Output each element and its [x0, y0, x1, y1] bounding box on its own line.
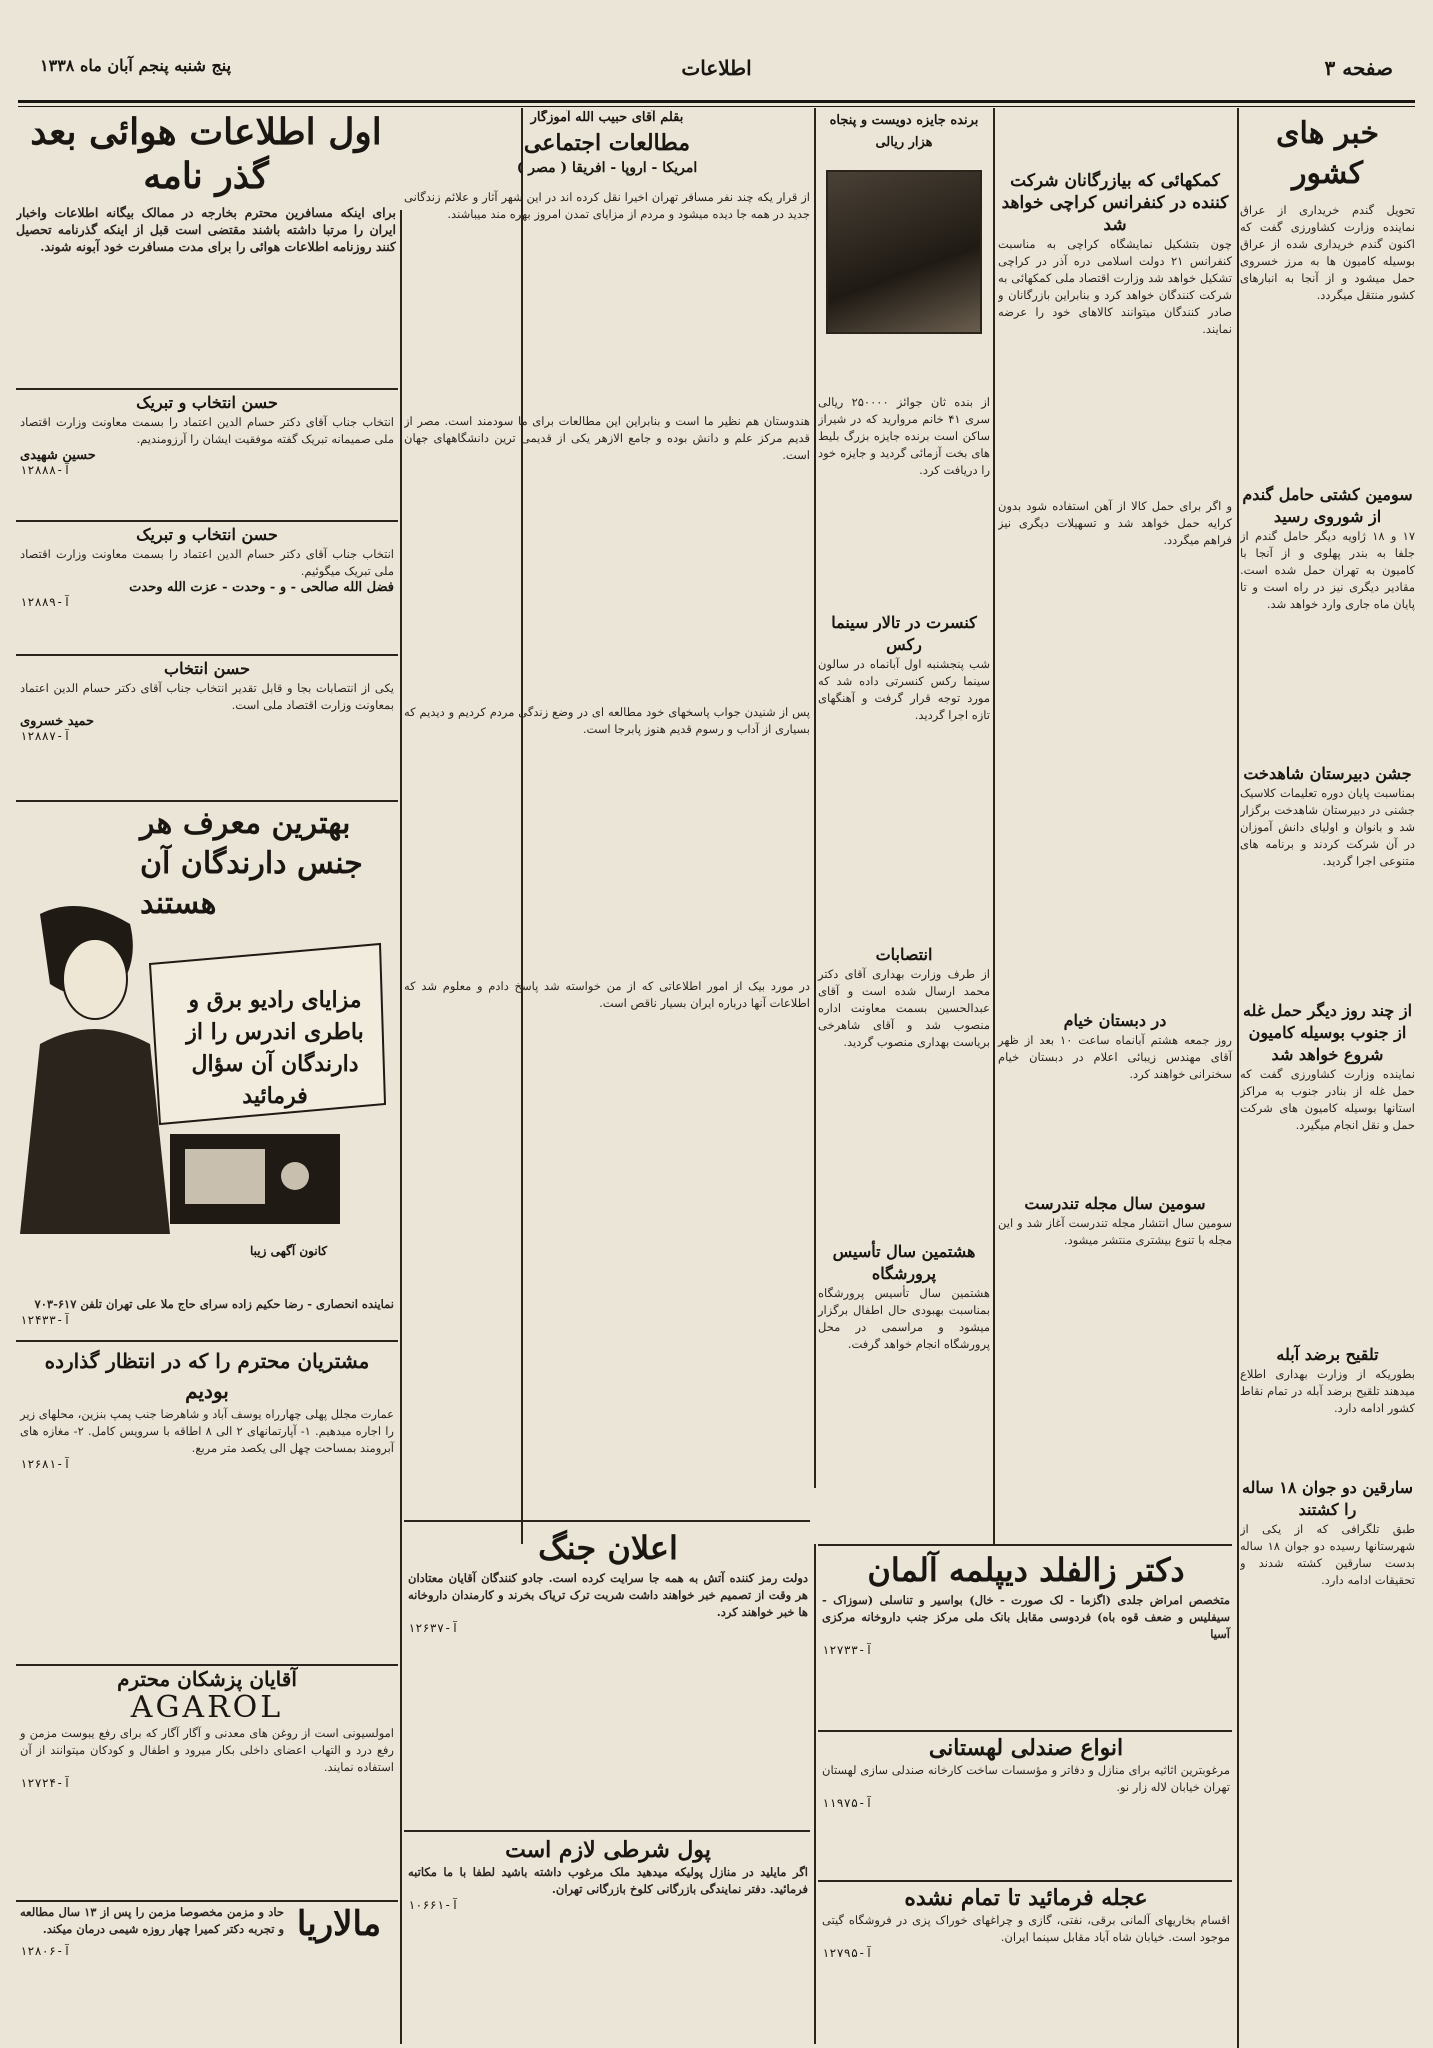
col-divider	[1237, 108, 1239, 2048]
sep	[818, 1880, 1232, 1882]
radio-brand: کانون آگهی زیبا	[250, 1244, 328, 1258]
wait-title: مشتریان محترم را که در انتظار گذارده بودیم	[44, 1349, 370, 1403]
radio-text: مزایای رادیو برق و باطری اندرس را از دارندگان آن سؤال فرمائید	[186, 987, 364, 1109]
agarol-code: آ-۱۲۷۲۴	[20, 1776, 71, 1790]
ad-congrats-1	[20, 392, 394, 477]
lottery-caption: برنده جایزه دویست و پنجاه هزار ریالی	[829, 113, 979, 150]
ad1-code: آ-۱۲۸۸۸	[20, 463, 71, 477]
winner-photo	[826, 170, 982, 334]
ad2-code: آ-۱۲۸۸۹	[20, 595, 71, 609]
paper-title: اطلاعات	[681, 56, 752, 80]
date-text: پنج شنبه پنجم آبان ماه ۱۳۳۸	[40, 56, 232, 75]
news-intro: تحویل گندم خریداری از عراق نماینده وزارت کشاورزی گفت که اکنون گندم خریداری شده از عراق بوسیله کامیون ها به مرز خسروی حمل میشود و از آنجا به انبارهای کشور منتقل میگردد.	[1240, 203, 1415, 302]
malaria-title: مالاریا	[296, 1904, 382, 1944]
ad2-title: حسن انتخاب و تبریک	[136, 525, 278, 544]
khayam-body: روز جمعه هشتم آبانماه ساعت ۱۰ بعد از ظهر آقای مهندس زیبائی اعلام در دبستان خیام سخنرانی خواهند کرد.	[998, 1033, 1232, 1081]
woman-dress-icon	[20, 1029, 170, 1234]
hurry-ad	[822, 1884, 1230, 1960]
hurry-title: عجله فرمائید تا تمام نشده	[904, 1885, 1148, 1911]
war-ad	[408, 1526, 808, 1635]
air-edition-headline: اول اطلاعات هوائی بعد گذر نامه	[30, 111, 382, 197]
radio-agent-line	[20, 1296, 394, 1327]
sep	[16, 1664, 398, 1666]
sep	[16, 800, 398, 802]
col-divider	[400, 210, 402, 1595]
ad3-sign: حمید خسروی	[20, 714, 95, 729]
concert-title: کنسرت در تالار سینما رکس	[831, 613, 977, 654]
agarol-brand: AGAROL	[130, 1690, 284, 1725]
col-karachi	[998, 110, 1232, 1540]
malaria-row	[20, 1904, 394, 1944]
article-body-c: پس از شنیدن جواب پاسخهای خود مطالعه ای در وضع زندگی مردم کردیم و دیدیم که بسیاری از آداب و رسوم قدیم هنوز پابرجا است.	[404, 705, 810, 736]
ad3-text: یکی از انتصابات بجا و قابل تقدیر انتخاب جناب آقای دکتر حسام الدین اعتماد بمعاونت وزارت اقتصاد ملی است.	[20, 681, 394, 712]
col-news-country	[1240, 110, 1415, 2040]
karachi-body-2: و اگر برای حمل کالا از آهن استفاده شود بدون کرایه حمل خواهد شد و تسهیلات دیگری نیز فراهم میگردد.	[998, 499, 1232, 547]
sep	[404, 1520, 810, 1522]
concert-body: شب پنجشنبه اول آبانماه در سالون سینما رکس کنسرتی داده شد که مورد توجه قرار گرفت و آهنگهای تازه اجرا گردید.	[818, 657, 990, 722]
sep	[818, 1544, 1232, 1546]
sep	[16, 1340, 398, 1342]
money-text: اگر مایلید در منازل پولیکه میدهید ملک مرغوب داشته باشید لطفا با ما مکاتبه فرمائید. دفتر نمایندگی بازرگانی کلوخ بازرگانی تهران.	[408, 1865, 808, 1896]
money-code: آ-۱۰۶۶۱	[408, 1898, 459, 1912]
article-byline: بقلم آقای حبیب الله آموزگار	[530, 110, 684, 125]
ad1-title: حسن انتخاب و تبریک	[136, 393, 278, 412]
sep	[16, 654, 398, 656]
wait-ad	[20, 1346, 394, 1471]
woman-face-icon	[63, 939, 127, 1019]
news-sub-3: از چند روز دیگر حمل غله از جنوب بوسیله کامیون شروع خواهد شد	[1242, 1001, 1413, 1064]
news-sub-2: جشن دبیرستان شاهدخت	[1243, 764, 1412, 783]
header-rule	[18, 100, 1415, 103]
appointments-title: انتصابات	[875, 945, 933, 964]
war-title: اعلان جنگ	[538, 1529, 678, 1567]
agarol-ad	[20, 1668, 394, 1790]
ad3-title: حسن انتخاب	[164, 659, 250, 678]
doctor-code: آ-۱۲۷۳۳	[822, 1643, 873, 1657]
article-body-d: در مورد بیک از امور اطلاعاتی که از من خواسته شد پاسخ دادم و معلوم شد که اطلاعات آنها درباره ایران بسیار ناقص است.	[404, 979, 810, 1010]
sep	[16, 1900, 398, 1902]
wait-code: آ-۱۲۶۸۱	[20, 1457, 71, 1471]
chairs-text: مرغوبترین اثاثیه برای منازل و دفاتر و مؤسسات ساخت کارخانه صندلی سازی لهستان تهران خیابان لاله زار نو.	[822, 1763, 1230, 1794]
karachi-body: چون بتشکیل نمایشگاه کراچی به مناسبت کنفرانس ۲۱ دولت اسلامی دره آذر در کراچی تشکیل خواهد شد وزارت اقتصاد ملی کمکهائی به شرکت کنندگان خواهد کرد و بنابراین بازرگانان و صادر کنندگان میتوانند کالاهای خود را عرضه نمایند.	[998, 237, 1232, 336]
war-text: دولت رمز کننده آتش به همه جا سرایت کرده است. جادو کنندگان آقایان معتادان هر وقت از تصمیم خبر خواهند داشت شربت ترک تریاک بخرند و کارمندان داروخانه ها خبر خواهند کرد.	[408, 1571, 808, 1619]
news-country-title: خبر های کشور	[1275, 116, 1380, 191]
karachi-headline: کمکهائی که بیازرگانان شرکت کننده در کنفرانس کراچی خواهد شد	[1001, 171, 1229, 235]
war-code: آ-۱۲۶۳۷	[408, 1621, 459, 1635]
ad2-sign: فضل الله صالحی - و - وحدت - عزت الله وحدت	[129, 580, 394, 595]
sep	[818, 1730, 1232, 1732]
news-body-1: ۱۷ و ۱۸ ژاویه دیگر حامل گندم از جلفا به بندر پهلوی و از آنجا با کامیون به تهران حمل شده است. مقادیر دیگری نیز در راه است و تا پایان ماه جاری وارد خواهد شد.	[1240, 529, 1415, 611]
tandorost-body: سومین سال انتشار مجله تندرست آغاز شد و این مجله با تنوع بیشتری منتشر میشود.	[998, 1216, 1232, 1247]
news-sub-4: تلقیح برضد آبله	[1276, 1345, 1379, 1364]
radio-ad	[20, 804, 394, 1294]
news-body-3: نماینده وزارت کشاورزی گفت که حمل غله از بنادر جنوب به مراکز استانها بوسیله کامیون های شرکت حمل و نقل انجام میگیرد.	[1240, 1067, 1415, 1132]
doctor-title: دکتر زالفلد دیپلمه آلمان	[867, 1551, 1185, 1589]
lottery-body: از بنده ثان جوائز ۲۵۰۰۰۰ ریالی سری ۴۱ خانم مروارید که در شیراز ساکن است برنده جایزه بزرگ بلیط های بخت آزمائی گردید و جایزه خود را دریافت کرد.	[818, 395, 990, 477]
col-social-studies	[404, 110, 810, 1510]
malaria-code: آ-۱۲۸۰۶	[20, 1944, 71, 1958]
khayam-block	[998, 1010, 1232, 1249]
appointments-body: از طرف وزارت بهداری آقای دکتر محمد ارسال شده است و آقای عبدالحسین بسمت معاونت اداره منصوب شد و آقای شاهرخی بریاست بهداری منصوب گردید.	[818, 967, 990, 1049]
doctors-title: آقایان پزشکان محترم	[117, 1667, 297, 1691]
orphanage-title: هشتمین سال تأسیس پرورشگاه	[832, 1242, 976, 1283]
col-divider	[400, 1520, 402, 2044]
concert-block	[818, 612, 990, 1353]
chairs-title: انواع صندلی لهستانی	[928, 1735, 1124, 1761]
issue-date	[40, 56, 231, 96]
ad-choice	[20, 658, 394, 743]
radio-code: آ-۱۲۴۳۳	[20, 1313, 71, 1327]
radio-agent: نماینده انحصاری - رضا حکیم زاده سرای حاج ملا علی تهران تلفن ۶۱۷-۷۰۳	[34, 1297, 394, 1311]
sep	[16, 520, 398, 522]
ad3-code: آ-۱۲۸۸۷	[20, 729, 71, 743]
orphanage-body: هشتمین سال تأسیس پرورشگاه بمناسبت بهبودی حال اطفال برگزار میشود و مراسمی در محل پرورشگاه انجام خواهد گرفت.	[818, 1286, 990, 1351]
malaria-text: حاد و مزمن مخصوصا مزمن را پس از ۱۳ سال مطالعه و تجربه دکتر کمیرا چهار روزه شیمی درمان میکند.	[20, 1905, 284, 1936]
page-label: صفحه ۳	[1324, 56, 1393, 80]
agarol-text: امولسیونی است از روغن های معدنی و آگار آگار که برای رفع یبوست مزمن و رفع درد و التهاب اعضای داخلی بکار میرود و اطفال و کودکان میتوانند از آن استفاده نمایند.	[20, 1726, 394, 1774]
khayam-title: در دبستان خیام	[1063, 1011, 1167, 1030]
doctor-ad	[822, 1548, 1230, 1657]
sep	[404, 1830, 810, 1832]
ad1-text: انتخاب جناب آقای دکتر حسام الدین اعتماد را بسمت معاونت وزارت اقتصاد ملی صمیمانه تبریک گفته موفقیت ایشان را آرزومندیم.	[20, 415, 394, 446]
news-sub-1: سومین کشتی حامل گندم از شوروی رسید	[1242, 485, 1413, 526]
chairs-code: آ-۱۱۹۷۵	[822, 1796, 873, 1810]
news-sub-5: سارقین دو جوان ۱۸ ساله را کشتند	[1241, 1478, 1414, 1519]
news-body-2: بمناسبت پایان دوره تعلیمات کلاسیک جشنی در دبیرستان شاهدخت برگزار شد و بانوان و اولیای دانش آموزان در آن شرکت کردند و برنامه های متنوعی اجرا گردید.	[1240, 786, 1415, 868]
ad2-text: انتخاب جناب آقای دکتر حسام الدین اعتماد را بسمت معاونت وزارت اقتصاد ملی تبریک میگوئیم.	[20, 547, 394, 578]
ad-congrats-2	[20, 524, 394, 609]
chairs-ad	[822, 1734, 1230, 1810]
news-body-4: بطوریکه از وزارت بهداری اطلاع میدهند تلقیح برضد آبله در تمام نقاط کشور ادامه دارد.	[1240, 1367, 1415, 1415]
header-rule-thin	[18, 106, 1415, 107]
tandorost-title: سومین سال مجله تندرست	[1024, 1194, 1206, 1213]
wait-text: عمارت مجلل پهلی چهارراه یوسف آباد و شاهرضا جنب پمپ بنزین، محلهای زیر را اجاره میدهیم. ۱- آپارتمانهای ۲ الی ۸ اطاقه با سرویس کامل. ۲- مغازه های آبرومند بمساحت چهل الی یکصد متر مربع.	[20, 1407, 394, 1455]
malaria-ad	[20, 1904, 394, 1958]
sep	[16, 388, 398, 390]
article-body-a: از قرار یکه چند نفر مسافر تهران اخیرا نقل کرده اند در این شهر آثار و علائم زندگانی جدید در همه جا دیده میشود و مردم از مزایای تمدن امروز بهره مند میباشند.	[404, 190, 810, 221]
ad1-sign: حسین شهیدی	[20, 448, 96, 463]
doctor-text: متخصص امراض جلدی (اگزما - لک صورت - خال) بواسیر و تناسلی (سوزاک - سیفلیس و ضعف قوه باه) فردوسی مقابل بانک ملی مرکز جنب داروخانه مرکزی آسیا	[822, 1593, 1230, 1641]
col-divider	[814, 108, 816, 1488]
radio-knob-icon	[281, 1162, 309, 1190]
money-ad	[408, 1836, 808, 1912]
col-divider	[814, 1544, 816, 2044]
col-divider	[993, 108, 995, 1544]
radio-slogan: بهترین معرف هر جنس دارندگان آن هستند	[140, 806, 363, 921]
money-title: پول شرطی لازم است	[505, 1837, 711, 1863]
article-body-b: هندوستان هم نظیر ما است و بنابراین این مطالعات برای ما سودمند است. مصر از قدیم مرکز علم و دانش بوده و جامع الازهر یکی از قدیمی ترین دانشگاههای جهان است.	[404, 414, 810, 462]
air-edition-notice: برای اینکه مسافرین محترم بخارجه در ممالک بیگانه اطلاعات واخبار ایران را مرتبا داشته باشند مقتضی است قبل از اینکه گذرنامه تحصیل کنند روزنامه اطلاعات هوائی را برای مدت مسافرت خود آبونه شوند.	[16, 205, 396, 254]
news-body-5: طبق تلگرافی که از یکی از شهرستانها رسیده دو جوان ۱۸ ساله بدست سارقین کشته شدند و تحقیقات ادامه دارد.	[1240, 1522, 1415, 1587]
radio-dial-icon	[185, 1149, 265, 1204]
hurry-code: آ-۱۲۷۹۵	[822, 1946, 873, 1960]
hurry-text: اقسام بخاریهای آلمانی برقی، نفتی، گازی و چراغهای خوراک پزی در فروشگاه گیتی موجود است. خیابان شاه آباد مقابل سینما ایران.	[822, 1913, 1230, 1944]
article-title: مطالعات اجتماعی	[523, 130, 691, 156]
article-subtitle: امریکا - اروپا - افریقا ( مصر )	[516, 160, 698, 176]
